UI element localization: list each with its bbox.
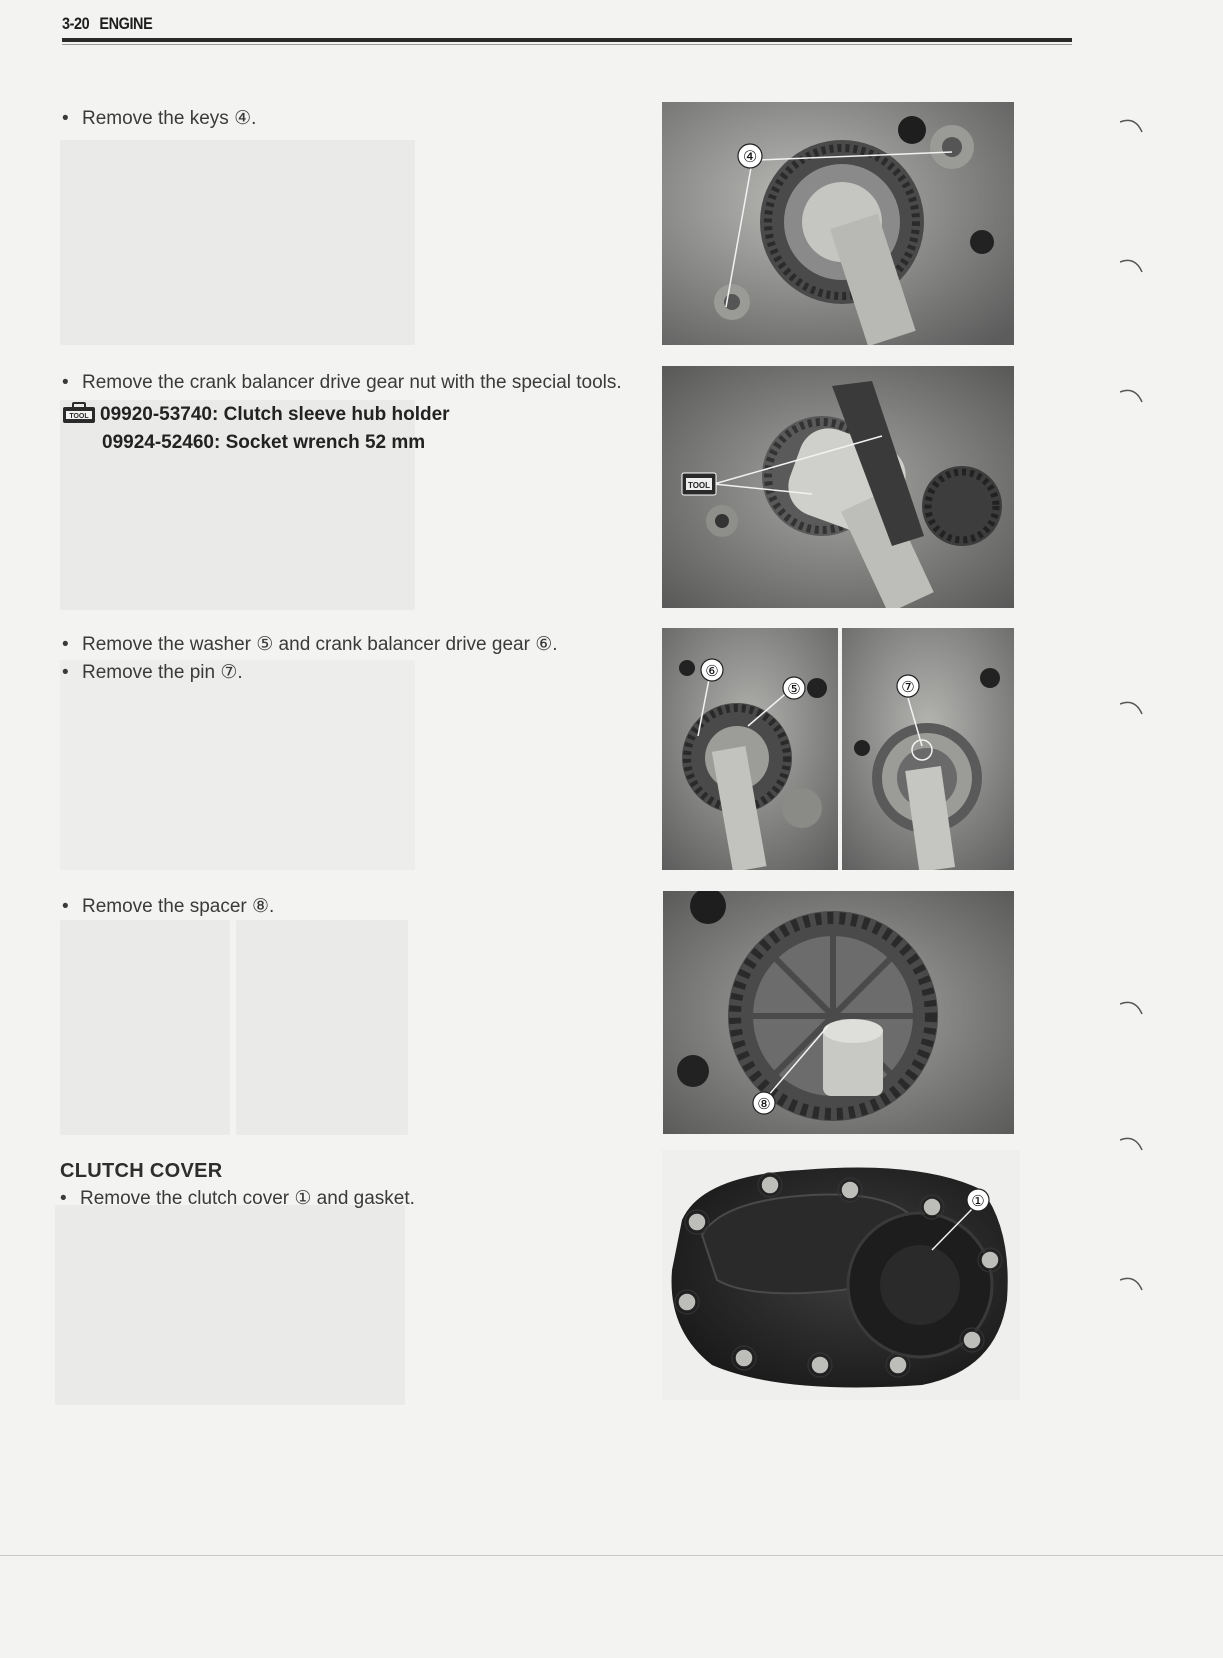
photo-pin: [842, 628, 1014, 870]
step-remove-nut: [62, 369, 640, 457]
clutch-cover-section: [60, 1157, 620, 1213]
step-text: • Remove the keys ④.: [62, 105, 622, 133]
section-heading: CLUTCH COVER: [60, 1160, 223, 1182]
page-header: [62, 12, 1072, 46]
tool-text: 09920-53740: Clutch sleeve hub holder: [100, 404, 450, 425]
callout-8: ⑧: [757, 1095, 771, 1113]
bleed-through-image: [60, 660, 415, 870]
step-remove-keys: [62, 105, 622, 133]
photo-spacer: [663, 891, 1014, 1134]
step-text: • Remove the spacer ⑧.: [62, 893, 622, 921]
tool-line-1: [62, 401, 640, 429]
header-title: [62, 14, 162, 34]
step-remove-spacer: [62, 893, 622, 921]
callout-7: ⑦: [901, 678, 915, 696]
callout-6: ⑥: [705, 662, 719, 680]
photo-keys: [662, 102, 1014, 345]
step-remove-washer: [62, 631, 642, 687]
callout-4: ④: [742, 147, 758, 166]
bleed-through-image: [60, 920, 230, 1135]
step-text: • Remove the washer ⑤ and crank balancer drive gear ⑥.: [62, 631, 642, 659]
bleed-through-image: [55, 1205, 405, 1405]
photo-washer-gear: [662, 628, 838, 870]
step-text: • Remove the pin ⑦.: [62, 659, 642, 687]
step-text: • Remove the crank balancer drive gear nut with the special tools.: [62, 369, 640, 397]
page-number: 3-20: [62, 14, 90, 33]
footer-rule: [0, 1555, 1223, 1556]
tool-badge: TOOL: [687, 481, 711, 490]
header-rule: [62, 38, 1072, 42]
header-rule-thin: [62, 44, 1072, 45]
photo-special-tool: [662, 366, 1014, 608]
binder-margin-marks: [1120, 100, 1180, 1350]
tool-text: 09924-52460: Socket wrench 52 mm: [102, 432, 426, 453]
section-name: ENGINE: [99, 14, 153, 33]
bleed-through-image: [60, 140, 415, 345]
callout-5: ⑤: [787, 680, 801, 698]
bleed-through-image: [236, 920, 408, 1135]
callout-1: ①: [971, 1192, 985, 1210]
photo-clutch-cover: [662, 1150, 1020, 1400]
tool-icon: [62, 402, 96, 424]
tool-line-2: [62, 429, 640, 457]
step-text: • Remove the clutch cover ① and gasket.: [60, 1185, 620, 1213]
tool-icon-label: TOOL: [69, 413, 89, 420]
